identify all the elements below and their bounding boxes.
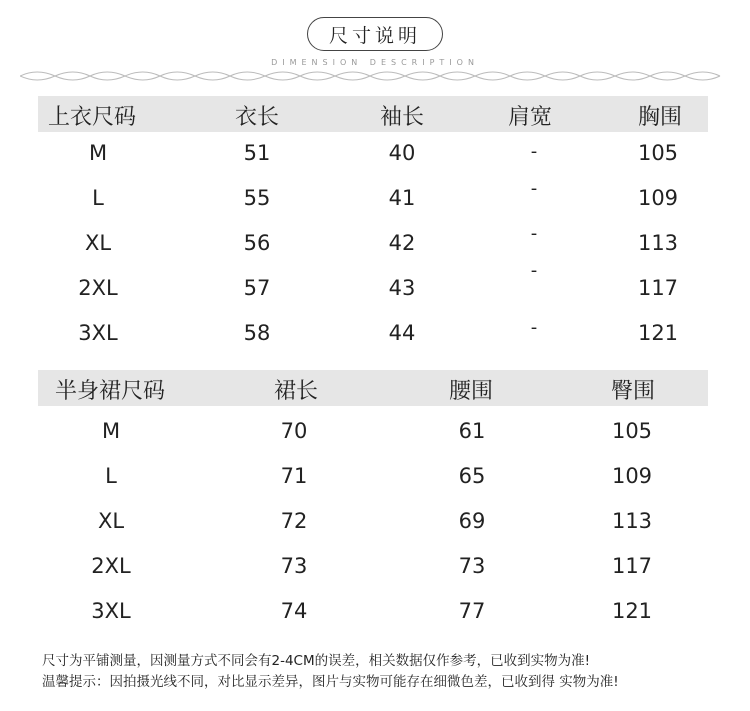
table-cell: 55 (243, 186, 271, 210)
table-cell: 117 (637, 276, 679, 300)
table-cell: 43 (388, 276, 416, 300)
table-cell: 72 (280, 509, 308, 533)
table-cell: 73 (280, 554, 308, 578)
table-cell: 65 (458, 464, 486, 488)
table-cell: 56 (243, 231, 271, 255)
table-cell: 42 (388, 231, 416, 255)
table-cell: 3XL (78, 321, 118, 345)
table-cell: 121 (611, 599, 653, 623)
top-col-size: 上衣尺码 (48, 105, 137, 130)
color-difference-note: 温馨提示：因拍摄光线不同，对比显示差异，图片与实物可能存在细微色差，已收到得 实物为准! (42, 674, 619, 690)
table-cell: 121 (637, 321, 679, 345)
table-cell: 58 (243, 321, 271, 345)
top-col-chest: 胸围 (637, 105, 683, 130)
table-cell: 113 (637, 231, 679, 255)
table-cell: 109 (637, 186, 679, 210)
table-cell: M (101, 419, 121, 443)
table-cell: 2XL (78, 276, 118, 300)
page-subtitle: DIMENSION DESCRIPTION (271, 58, 479, 67)
table-cell: M (88, 141, 108, 165)
table-cell: 41 (388, 186, 416, 210)
table-cell: 61 (458, 419, 486, 443)
table-cell: - (530, 178, 538, 199)
table-cell: 113 (611, 509, 653, 533)
decorative-wave-divider (20, 68, 730, 84)
top-col-length: 衣长 (234, 105, 280, 130)
table-cell: L (105, 464, 117, 488)
table-cell: 40 (388, 141, 416, 165)
table-cell: XL (97, 509, 125, 533)
table-cell: 44 (388, 321, 416, 345)
skirt-col-length: 裙长 (273, 379, 319, 404)
table-cell: 73 (458, 554, 486, 578)
table-cell: 109 (611, 464, 653, 488)
table-cell: 70 (280, 419, 308, 443)
table-cell: 105 (611, 419, 653, 443)
table-cell: 69 (458, 509, 486, 533)
table-cell: - (530, 317, 538, 338)
page-title: 尺寸说明 (307, 17, 443, 51)
table-cell: XL (84, 231, 112, 255)
table-cell: 57 (243, 276, 271, 300)
top-table-header-band (38, 96, 708, 132)
table-cell: 105 (637, 141, 679, 165)
table-cell: 3XL (91, 599, 131, 623)
skirt-col-hip: 臀围 (610, 379, 656, 404)
table-cell: 2XL (91, 554, 131, 578)
table-cell: 117 (611, 554, 653, 578)
skirt-col-size: 半身裙尺码 (55, 379, 166, 404)
skirt-col-waist: 腰围 (448, 379, 494, 404)
table-cell: - (530, 223, 538, 244)
table-cell: 77 (458, 599, 486, 623)
table-cell: - (530, 141, 538, 162)
table-cell: 74 (280, 599, 308, 623)
table-cell: 71 (280, 464, 308, 488)
table-cell: 51 (243, 141, 271, 165)
measurement-note: 尺寸为平铺测量，因测量方式不同会有2-4CM的误差，相关数据仅作参考，已收到实物为准! (42, 653, 591, 669)
table-cell: L (92, 186, 104, 210)
top-col-sleeve: 袖长 (379, 105, 425, 130)
top-col-shoulder: 肩宽 (507, 105, 553, 130)
table-cell: - (530, 260, 538, 281)
